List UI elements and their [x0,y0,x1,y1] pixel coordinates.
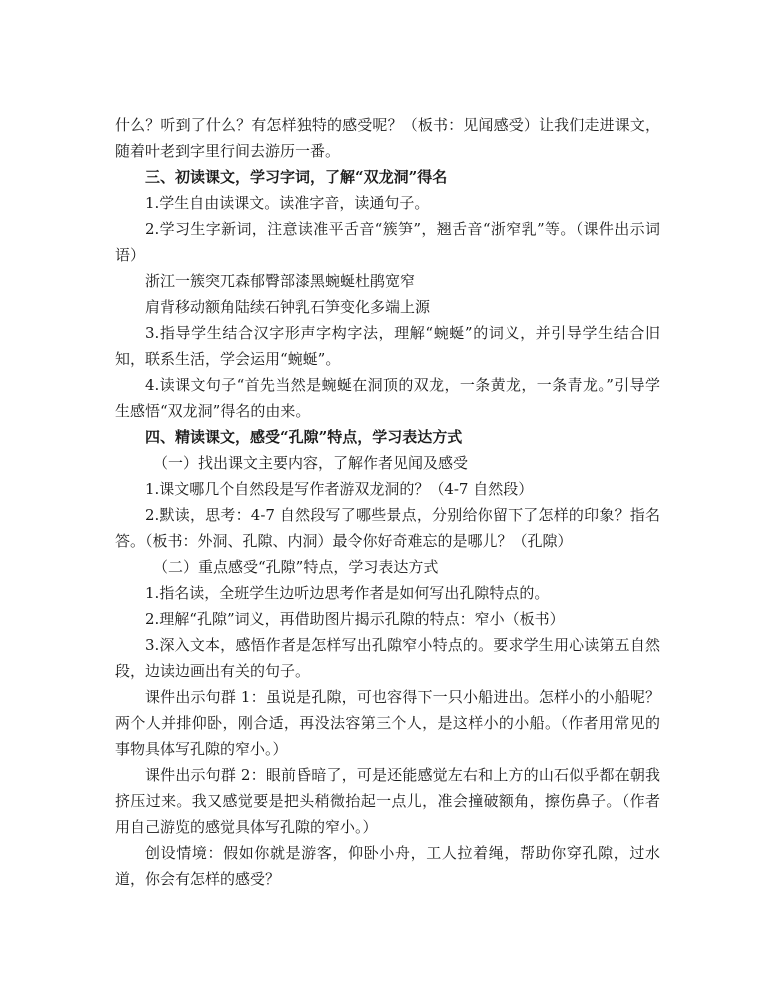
vocabulary-line: 浙江一簇突兀森郁臀部漆黑蜿蜒杜鹃宽窄 [145,272,416,290]
paragraph: 3.深入文本，感悟作者是怎样写出孔隙窄小特点的。要求学生用心读第五自然段，边读边画出有关的句子。 [115,636,660,680]
vocabulary-line: 肩背移动额角陆续石钟乳石笋变化多端上源 [145,298,431,316]
subsection-heading: （一）找出课文主要内容，了解作者见闻及感受 [153,454,469,472]
paragraph: 课件出示句群 2：眼前昏暗了，可是还能感觉左右和上方的山石似乎都在朝我挤压过来。我又感觉要是把头稍微抬起一点儿，准会撞破额角，擦伤鼻子。（作者用自己游览的感觉具体写孔隙的窄小。） [115,766,660,836]
section-heading: 三、初读课文，学习字词，了解“双龙洞”得名 [145,168,448,186]
paragraph: 什么？听到了什么？有怎样独特的感受呢？（板书：见闻感受）让我们走进课文，随着叶老到字里行间去游历一番。 [115,116,660,160]
paragraph: 课件出示句群 1：虽说是孔隙，可也容得下一只小船进出。怎样小的小船呢？两个人并排仰卧，刚合适，再没法容第三个人，是这样小的小船。（作者用常见的事物具体写孔隙的窄小。） [115,688,660,758]
paragraph: 2.学习生字新词，注意读准平舌音“簇笋”，翘舌音“浙窄乳”等。（课件出示词语） [115,220,660,264]
section-heading: 四、精读课文，感受“孔隙”特点，学习表达方式 [145,428,463,446]
paragraph: 1.课文哪几个自然段是写作者游双龙洞的？（4-7 自然段） [145,480,534,498]
paragraph: 3.指导学生结合汉字形声字构字法，理解“蜿蜒”的词义，并引导学生结合旧知，联系生活，学会运用“蜿蜒”。 [115,324,660,368]
paragraph: 创设情境：假如你就是游客，仰卧小舟，工人拉着绳，帮助你穿孔隙，过水道，你会有怎样的感受？ [115,844,660,888]
paragraph: 2.理解“孔隙”词义，再借助图片揭示孔隙的特点：窄小（板书） [145,610,565,628]
paragraph: 2.默读，思考：4-7 自然段写了哪些景点，分别给你留下了怎样的印象？指名答。（板书：外洞、孔隙、内洞）最令你好奇难忘的是哪儿？（孔隙） [115,506,660,550]
document-page [115,112,660,892]
subsection-heading: （二）重点感受“孔隙”特点，学习表达方式 [153,558,439,576]
paragraph: 4.读课文句子“首先当然是蜿蜒在洞顶的双龙，一条黄龙，一条青龙。”引导学生感悟“双龙洞”得名的由来。 [115,376,660,420]
paragraph: 1.指名读，全班学生边听边思考作者是如何写出孔隙特点的。 [145,584,550,602]
paragraph: 1.学生自由读课文。读准字音，读通句子。 [145,194,430,212]
